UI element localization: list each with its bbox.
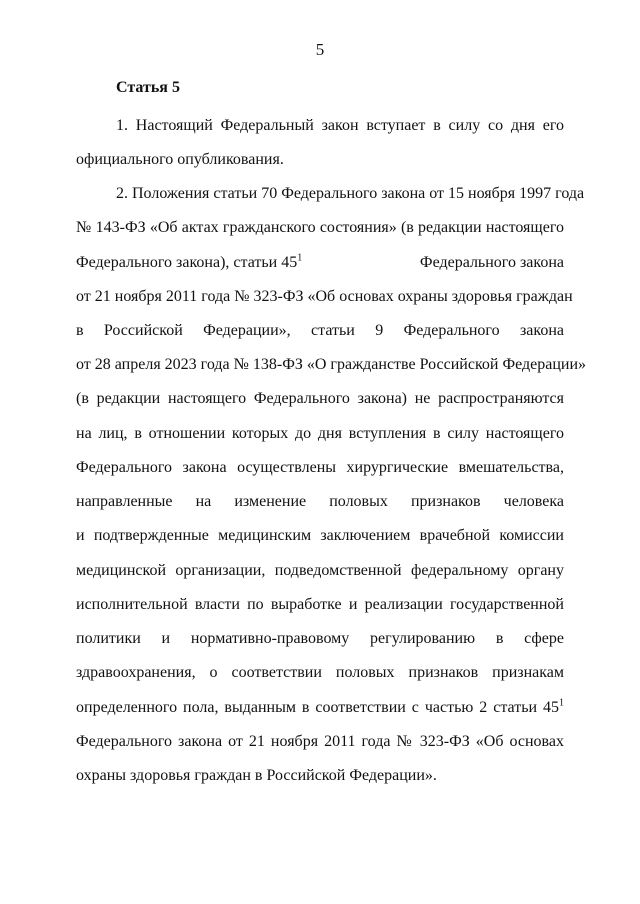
text-line (76, 698, 564, 718)
text-line: Федерального закона от 21 ноября 2011 года № 323-ФЗ «Об основах (76, 733, 564, 750)
text-line (76, 253, 564, 273)
text-fragment: Федерального закона (419, 254, 564, 271)
text-line: (в редакции настоящего Федерального закона) не распространяются (76, 390, 564, 407)
superscript: 1 (297, 252, 303, 264)
text-fragment: Федерального закона), статьи 45 (76, 254, 298, 271)
text-line: исполнительной власти по выработке и реализации государственной (76, 596, 564, 613)
text-line: от 21 ноября 2011 года № 323-ФЗ «Об основах охраны здоровья граждан (76, 288, 573, 305)
text-fragment: определенного пола, выданным в соответствии с частью 2 статьи 45 (76, 699, 559, 716)
text-line: на лиц, в отношении которых до дня вступления в силу настоящего (76, 425, 564, 442)
text-line: 1. Настоящий Федеральный закон вступает в силу со дня его (116, 117, 564, 134)
text-line: здравоохранения, о соответствии половых признаков признакам (76, 664, 564, 681)
article-heading: Статья 5 (116, 79, 180, 96)
text-line: политики и нормативно-правовому регулированию в сфере (76, 630, 564, 647)
text-line: и подтвержденные медицинским заключением врачебной комиссии (76, 527, 564, 544)
text-line: охраны здоровья граждан в Российской Федерации». (76, 767, 437, 784)
text-line: в Российской Федерации», статьи 9 Федерального закона (76, 322, 564, 339)
text-line: № 143-ФЗ «Об актах гражданского состояния» (в редакции настоящего (76, 219, 564, 236)
text-line: официального опубликования. (76, 151, 284, 168)
text-line: направленные на изменение половых признаков человека (76, 493, 564, 510)
page-number: 5 (315, 40, 325, 59)
text-line: от 28 апреля 2023 года № 138-ФЗ «О гражданстве Российской Федерации» (76, 356, 587, 373)
text-line: Федерального закона осуществлены хирургические вмешательства, (76, 459, 564, 476)
text-line: медицинской организации, подведомственной федеральному органу (76, 562, 564, 579)
text-line: 2. Положения статьи 70 Федерального закона от 15 ноября 1997 года (116, 185, 585, 202)
superscript: 1 (559, 697, 564, 709)
